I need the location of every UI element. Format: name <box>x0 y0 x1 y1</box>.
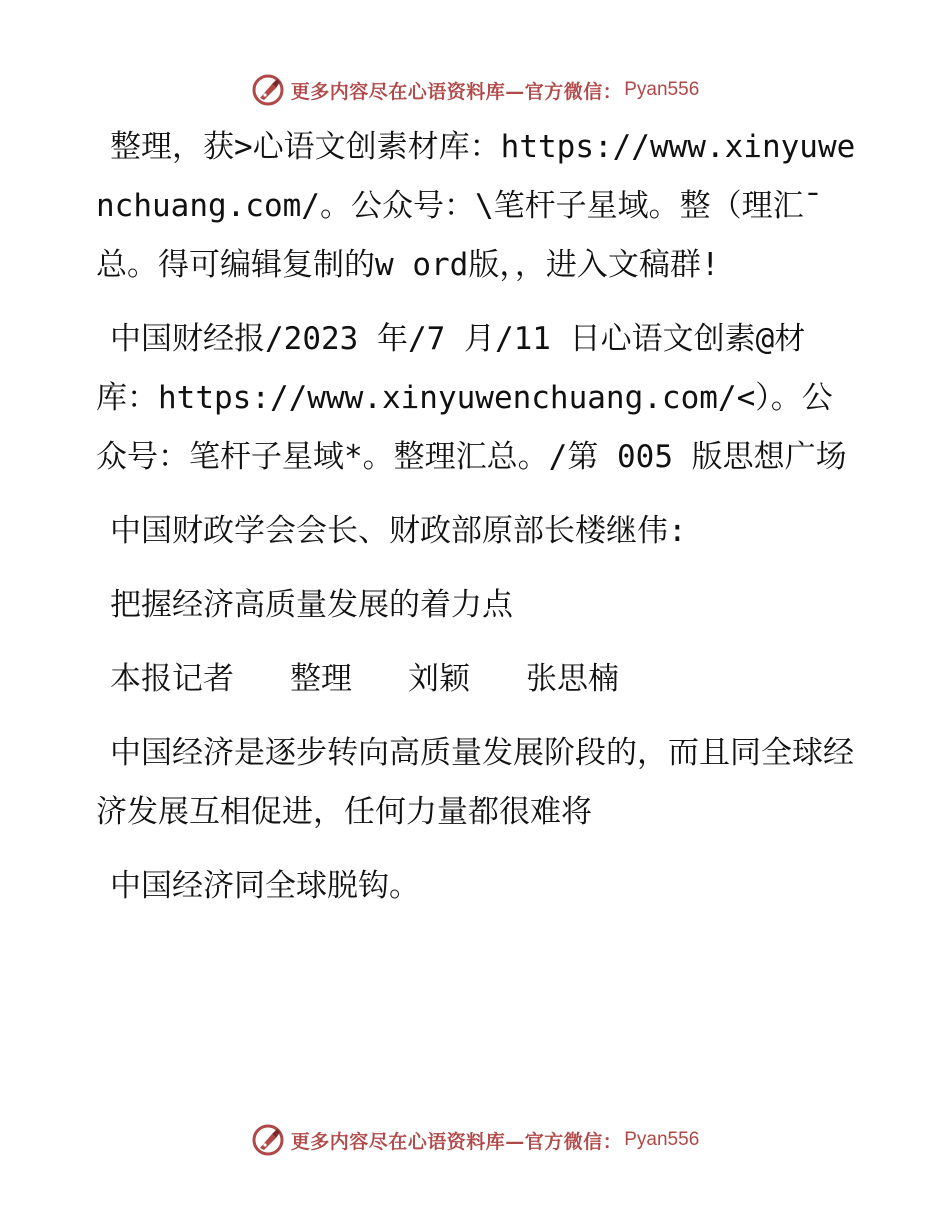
paragraph-3: 中国财政学会会长、财政部原部长楼继伟: <box>110 513 687 549</box>
pen-nib-logo-icon <box>251 73 285 107</box>
paragraph-1: 整理，获>心语文创素材库：https://www.xinyuwenchuang.com/。公众号：\笔杆子星域。整（理汇¯总。得可编辑复制的w ord版，，进入文稿群! <box>96 129 856 283</box>
byline: 本报记者 整理 刘颖 张思楠 <box>110 661 619 697</box>
article-title: 把握经济高质量发展的着力点 <box>110 587 513 623</box>
pen-nib-logo-icon <box>251 1123 285 1157</box>
header-watermark-id: Pyan556 <box>624 79 700 100</box>
paragraph-2: 中国财经报/2023 年/7 月/11 日心语文创素@材库：https://www.xinyuwenchuang.com/<）。公众号：笔杆子星域*。整理汇总。/第 005 版思想广场 <box>96 321 847 475</box>
footer-watermark <box>0 1118 950 1162</box>
header-watermark-text: 更多内容尽在心语资料库—官方微信： <box>290 80 623 103</box>
paragraph-6: 中国经济是逐步转向高质量发展阶段的，而且同全球经济发展互相促进，任何力量都很难将 <box>96 735 854 830</box>
document-body <box>96 118 856 931</box>
footer-watermark-text: 更多内容尽在心语资料库—官方微信： <box>290 1130 623 1153</box>
header-watermark <box>0 68 950 112</box>
footer-watermark-id: Pyan556 <box>624 1129 700 1150</box>
paragraph-7: 中国经济同全球脱钩。 <box>110 868 420 904</box>
